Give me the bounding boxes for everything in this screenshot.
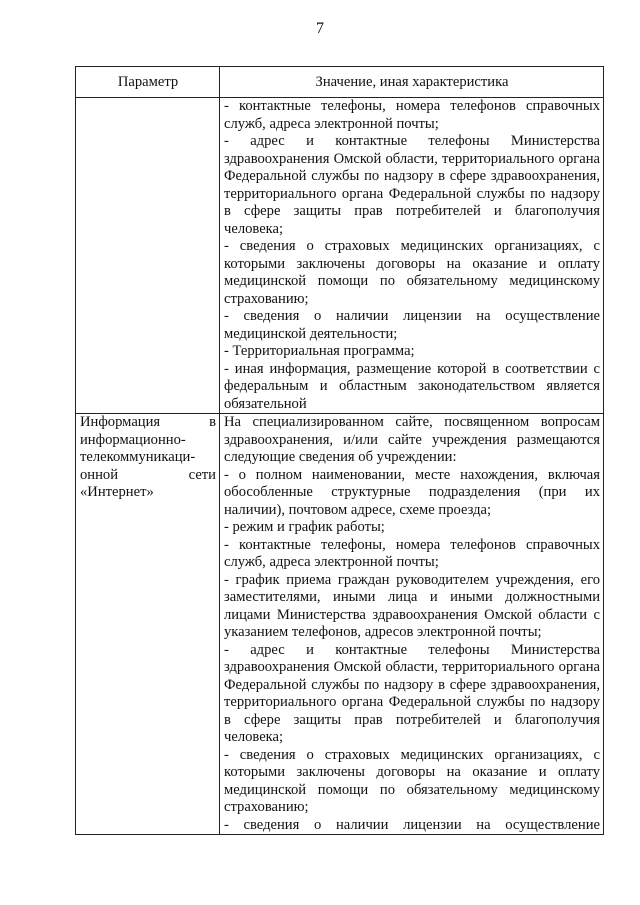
value-item: - сведения о страховых медицинских организациях, с которыми заключены договоры на оказание и оплату медицинской помощи по обязательному медицинскому страхованию; xyxy=(224,746,600,815)
header-value: Значение, иная характеристика xyxy=(220,67,604,98)
param-line: Информация в xyxy=(80,414,216,430)
param-cell xyxy=(76,98,220,414)
parameters-table xyxy=(75,66,604,835)
table-header-row xyxy=(76,67,604,98)
value-item: На специализированном сайте, посвященном вопросам здравоохранения, и/или сайте учреждения размещаются следующие сведения об учреждении: xyxy=(224,414,600,465)
value-item: - сведения о страховых медицинских организациях, с которыми заключены договоры на оказание и оплату медицинской помощи по обязательному медицинскому страхованию; xyxy=(224,238,600,307)
value-item: - контактные телефоны, номера телефонов справочных служб, адреса электронной почты; xyxy=(224,536,600,570)
param-line: телекоммуникаци- xyxy=(80,449,196,465)
header-param: Параметр xyxy=(76,67,220,98)
param-cell xyxy=(76,414,220,835)
value-item: - сведения о наличии лицензии на осуществление медицинской деятельности; xyxy=(224,308,600,342)
param-line: онной сети xyxy=(80,466,216,483)
value-cell xyxy=(220,414,604,835)
param-line: «Интернет» xyxy=(80,484,154,500)
table-row xyxy=(76,414,604,835)
param-line: информационно- xyxy=(80,431,186,448)
value-item: - график приема граждан руководителем учреждения, его заместителями, иными лица и иными должностными лицами Министерства здравоохранения Омской области с указанием телефонов, адресов электронной почты; xyxy=(224,571,600,640)
page-number: 7 xyxy=(316,20,324,37)
value-item: - режим и график работы; xyxy=(224,519,385,535)
value-item: - сведения о наличии лицензии на осуществление xyxy=(224,816,600,833)
value-item: - адрес и контактные телефоны Министерства здравоохранения Омской области, территориального органа Федеральной службы по надзору в сфере здравоохранения, территориального органа Федеральной службы по надзору в сфере защиты прав потребителей и благополучия человека; xyxy=(224,641,600,745)
value-item: - контактные телефоны, номера телефонов справочных служб, адреса электронной почты; xyxy=(224,98,600,132)
value-item: - иная информация, размещение которой в соответствии с федеральным и областным законодательством является обязательной xyxy=(224,360,600,412)
value-item: - Территориальная программа; xyxy=(224,343,415,359)
value-cell xyxy=(220,98,604,414)
value-item: - о полном наименовании, месте нахождения, включая обособленные структурные подразделения (при их наличии), почтовом адресе, схеме проезда; xyxy=(224,466,600,518)
table-row xyxy=(76,98,604,414)
value-item: - адрес и контактные телефоны Министерства здравоохранения Омской области, территориального органа Федеральной службы по надзору в сфере здравоохранения, территориального органа Федеральной службы по надзору в сфере защиты прав потребителей и благополучия человека; xyxy=(224,133,600,237)
